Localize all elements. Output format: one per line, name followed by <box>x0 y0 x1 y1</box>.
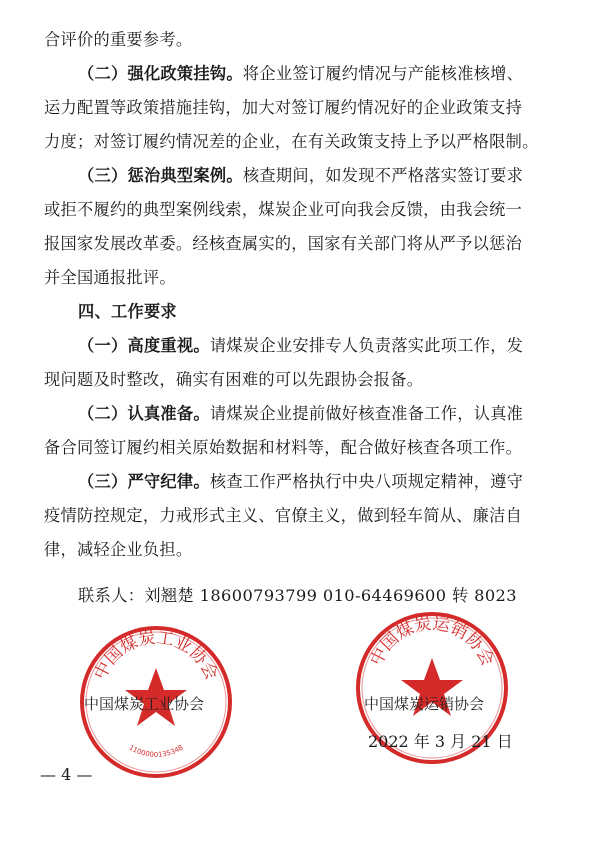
paragraph-lead: （三）严守纪律。 <box>78 472 210 491</box>
body-line: 运力配置等政策措施挂钩，加大对签订履约情况好的企业政策支持 <box>44 98 523 117</box>
seal-2-arc-text: 中国煤炭运销协会 <box>366 613 498 670</box>
signer-name-2: 中国煤炭运销协会 <box>364 695 485 713</box>
body-line: 合评价的重要参考。 <box>44 30 193 49</box>
paragraph-lead: （三）惩治典型案例。 <box>78 166 243 185</box>
seal-1-number: 1100000135348 <box>127 743 185 759</box>
paragraph-heading: （一）高度重视。请煤炭企业安排专人负责落实此项工作，发 <box>78 336 524 355</box>
paragraph-heading: （三）严守纪律。核查工作严格执行中央八项规定精神，遵守 <box>78 472 524 491</box>
body-line: 报国家发展改革委。经核查属实的，国家有关部门将从严予以惩治 <box>44 234 523 253</box>
body-line: 备合同签订履约相关原始数据和材料等，配合做好核查各项工作。 <box>44 438 523 457</box>
paragraph-lead: （二）强化政策挂钩。 <box>78 64 243 83</box>
body-line: 或拒不履约的典型案例线索，煤炭企业可向我会反馈，由我会统一 <box>44 200 523 219</box>
paragraph-heading: （三）惩治典型案例。核查期间，如发现不严格落实签订要求 <box>78 166 524 185</box>
document-date: 2022 年 3 月 21 日 <box>368 732 513 751</box>
paragraph-heading: （二）强化政策挂钩。将企业签订履约情况与产能核准核增、 <box>78 64 524 83</box>
seal-1-arc-text: 中国煤炭工业协会 <box>90 627 222 684</box>
page-number: — 4 — <box>40 765 93 784</box>
body-line: 律，减轻企业负担。 <box>44 540 193 559</box>
paragraph-lead: （二）认真准备。 <box>78 404 210 423</box>
body-line: 现问题及时整改，确实有困难的可以先跟协会报备。 <box>44 370 424 389</box>
signer-name-1: 中国煤炭工业协会 <box>84 695 205 713</box>
paragraph-lead: （一）高度重视。 <box>78 336 210 355</box>
contact-line: 联系人：刘翘楚 18600793799 010-64469600 转 8023 <box>78 586 517 605</box>
body-line: 力度；对签订履约情况差的企业，在有关政策支持上予以严格限制。 <box>44 132 539 151</box>
body-line: 疫情防控规定，力戒形式主义、官僚主义，做到轻车简从、廉洁自 <box>44 506 523 525</box>
section-heading: 四、工作要求 <box>78 302 177 321</box>
paragraph-heading: （二）认真准备。请煤炭企业提前做好核查准备工作，认真准 <box>78 404 524 423</box>
body-line: 并全国通报批评。 <box>44 268 176 287</box>
